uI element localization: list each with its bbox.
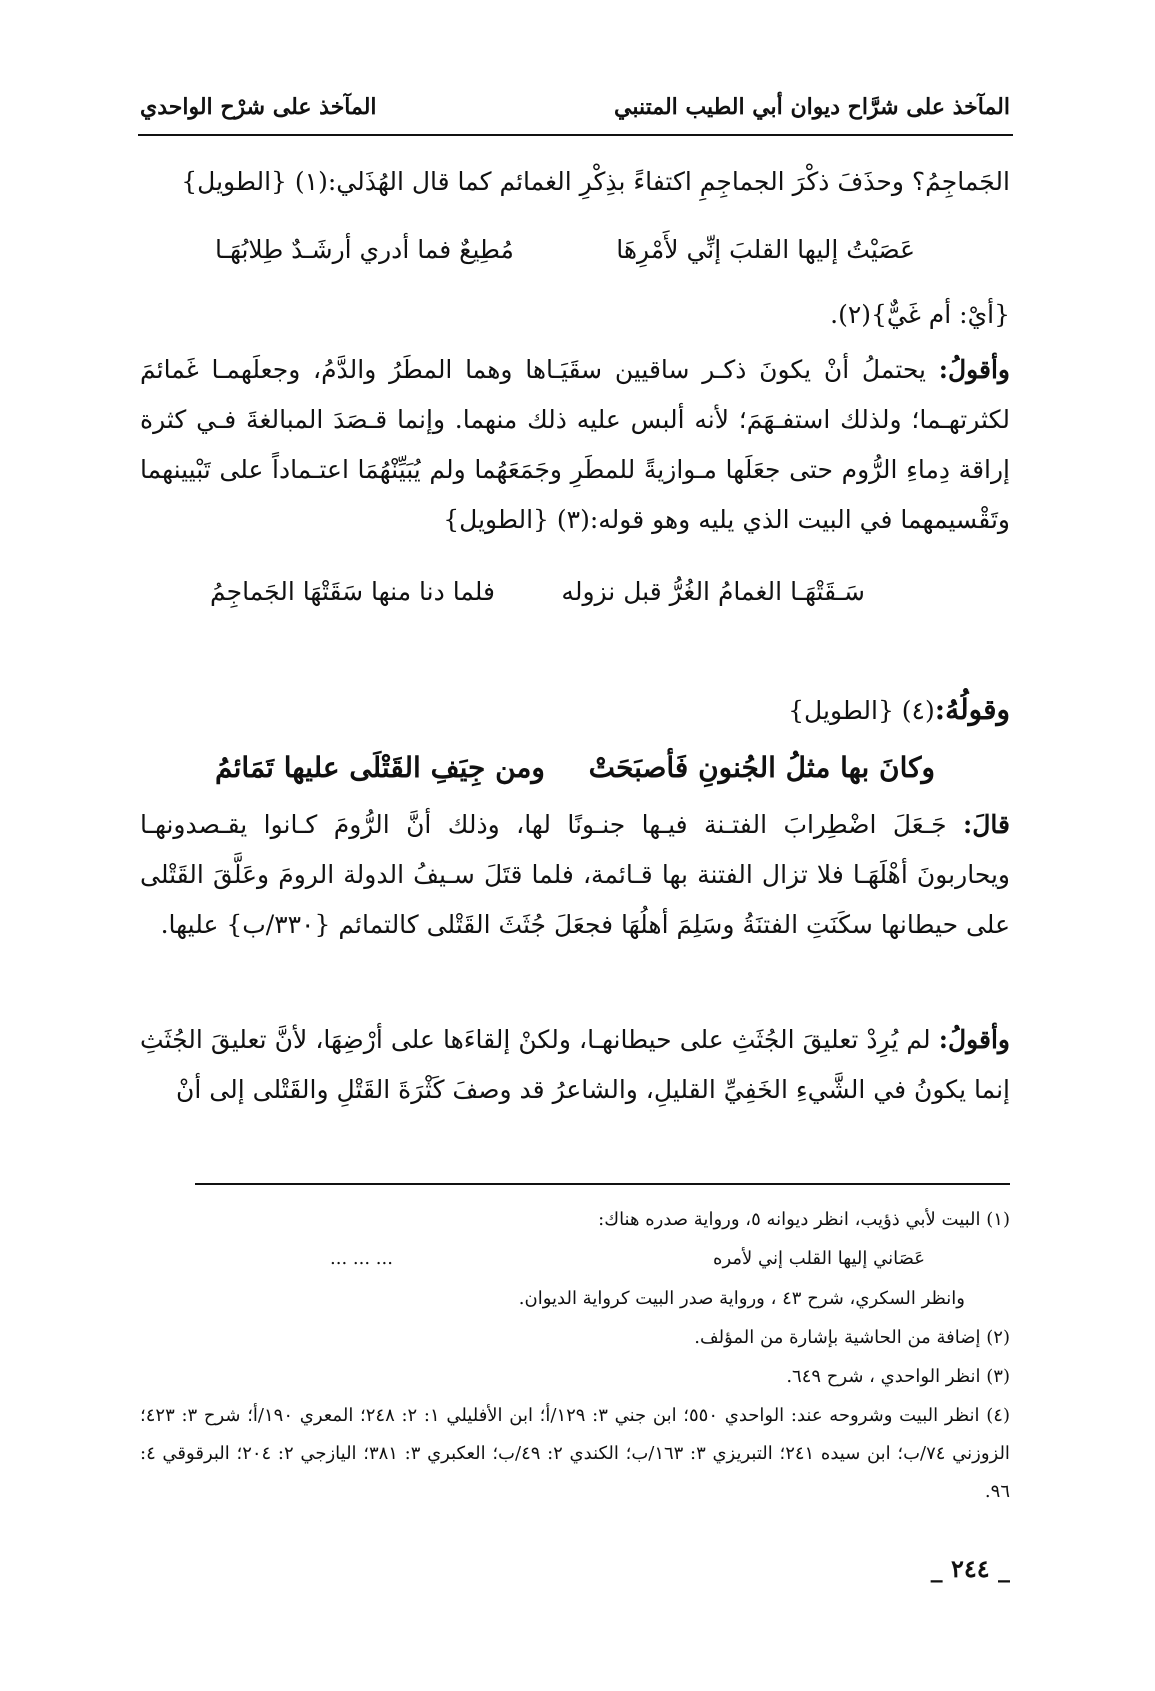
footnote-1-verse: عَصَاني إليها القلب إني لأمره — [713, 1248, 925, 1269]
text-line-qawluhu — [140, 685, 1010, 736]
qawluhu-label: وقولُهُ: — [934, 693, 1010, 726]
footnote-rule — [195, 1183, 1010, 1185]
verse-3-first-hemistich: وكانَ بها مثلُ الجُنونِ فَأصبَحَتْ — [588, 751, 935, 784]
footnote-1-ellipsis: ... ... ... — [330, 1248, 393, 1269]
text-line-1: الجَماجِمُ؟ وحذَفَ ذكْرَ الجماجِمِ اكتفاءً بذِكْرِ الغمائم كما قال الهُذَلي:(١) {الطويل} — [181, 167, 1010, 196]
footnote-2: (٢) إضافة من الحاشية بإشارة من المؤلف. — [694, 1327, 1010, 1348]
qawluhu-meter: (٤) {الطويل} — [788, 696, 935, 725]
paragraph-aqulu-1 — [140, 345, 1010, 545]
paragraph-aqulu-2 — [140, 1015, 1010, 1115]
verse-2-first-hemistich: سَـقَتْهَـا الغمامُ الغُرُّ قبل نزوله — [561, 577, 865, 606]
footnote-1-continued: وانظر السكري، شرح ٤٣ ، ورواية صدر البيت كرواية الديوان. — [518, 1288, 965, 1309]
verse-3-second-hemistich: ومن جِيَفِ القَتْلَى عليها تَمَائمُ — [215, 751, 545, 784]
header-rule — [138, 134, 1013, 136]
page-number: _ ٢٤٤ _ — [930, 1554, 1010, 1583]
paragraph-lead: وأقولُ: — [938, 355, 1010, 384]
footnote-4: (٤) انظر البيت وشروحه عند: الواحدي ٥٥٠؛ ابن جني ٣: ١٢٩/أ؛ ابن الأفليلي ١: ٢: ٢٤٨؛ المعري ١٩٠/أ؛ شرح ٣: ٤٢٣؛ الزوزني ٧٤/ب؛ ابن سيده ٢٤١؛ التبريزي ٣: ١٦٣/ب؛ الكندي ٢: ٤٩/ب؛ العكبري ٣: ٣٨١؛ اليازجي ٢: ٢٠٤؛ البرقوقي ٤: ٩٦. — [140, 1405, 1010, 1502]
footnote-1: (١) البيت لأبي ذؤيب، انظر ديوانه ٥، ورواية صدره هناك: — [598, 1209, 1010, 1230]
paragraph-text: لم يُرِدْ تعليقَ الجُثَثِ على حيطانهـا، ولكنْ إلقاءَها على أرْضِهَا، لأنَّ تعليقَ الجُثَثِ إنما يكونُ في الشَّيءِ الخَفِيِّ القليلِ، والشاعرُ قد وصفَ كَثْرَةَ القَتْلِ والقَتْلى إلى أنْ — [140, 1025, 1010, 1104]
verse-2-second-hemistich: فلما دنا منها سَقَتْهَا الجَماجِمُ — [210, 577, 496, 606]
verse-1-second-hemistich: مُطِيعٌ فما أدري أرشَـدٌ طِلابُهَـا — [215, 235, 514, 264]
paragraph-qala — [140, 800, 1010, 950]
paragraph-text: يحتملُ أنْ يكونَ ذكـر ساقيين سقَيَـاها وهما المطَرُ والدَّمُ، وجعلَهمـا غَمائمَ لكثرتهـما؛ ولذلك استفـهَمَ؛ لأنه ألبس عليه ذلك منهما. وإنما قـصَدَ المبالغةَ فـي كثرة إراقة دِماءِ الرُّوم حتى جعَلَها مـوازيةً للمطَرِ وجَمَعَهُما ولم يُبَيِّنْهُمَا اعتـماداً على تَبْيينهما وتَقْسيمهما في البيت الذي يليه وهو قوله:(٣) {الطويل} — [140, 355, 1010, 534]
verse-1-first-hemistich: عَصَيْتُ إليها القلبَ إنِّي لأَمْرِهَا — [616, 235, 915, 264]
paragraph-lead: قالَ: — [963, 810, 1010, 839]
paragraph-lead: وأقولُ: — [938, 1025, 1010, 1054]
text-line-gloss: {أيْ: أم غَيٌّ}(٢). — [830, 300, 1010, 329]
running-header-left: المآخذ على شرْح الواحدي — [140, 94, 377, 120]
footnote-3: (٣) انظر الواحدي ، شرح ٦٤٩. — [786, 1366, 1010, 1387]
running-header-right: المآخذ على شرَّاح ديوان أبي الطيب المتنبي — [614, 94, 1010, 120]
paragraph-text: جَـعَلَ اضْطِرابَ الفتـنة فيـها جنـونًا لها، وذلك أنَّ الرُّومَ كـانوا يقـصدونهـا ويحاربونَ أهْلَهَـا فلا تزال الفتنة بها قـائمة، فلما قتَلَ سـيفُ الدولة الرومَ وعَلَّقَ القَتْلى على حيطانها سكَنَتِ الفتنَةُ وسَلِمَ أهلُهَا فجعَلَ جُثَثَ القَتْلى كالتمائم {٣٣٠/ب} عليها. — [140, 810, 1010, 939]
